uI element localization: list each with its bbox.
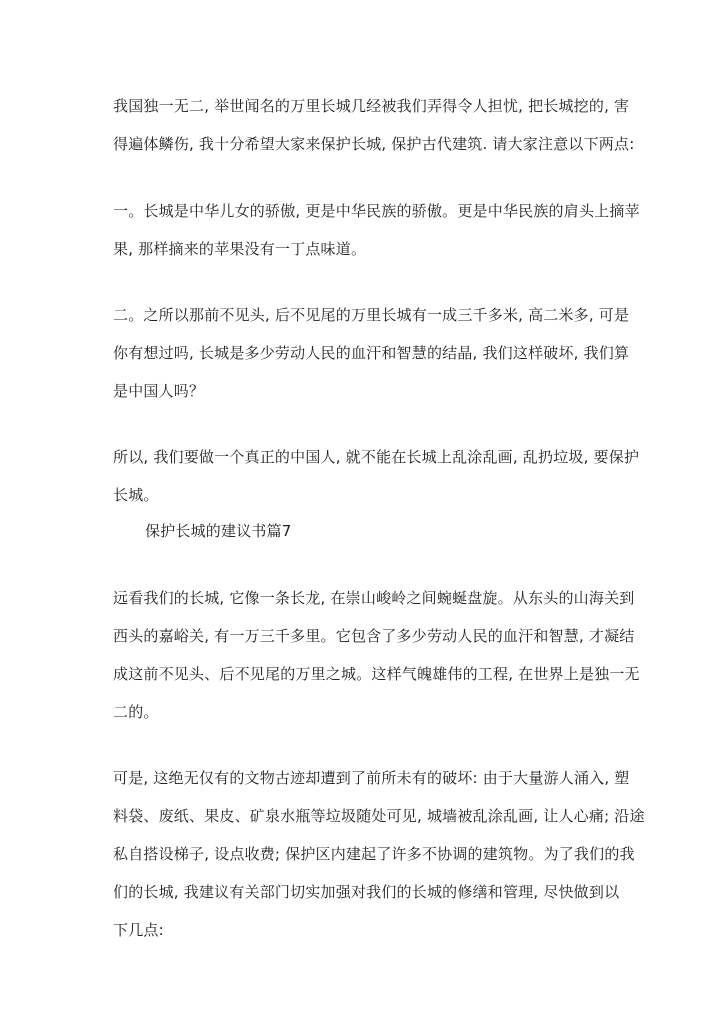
- section-paragraph-1-line-1: 远看我们的长城, 它像一条长龙, 在崇山峻岭之间蜿蜒盘旋。从东头的山海关到: [113, 589, 635, 607]
- section-paragraph-2-line-4: 们的长城, 我建议有关部门切实加强对我们的长城的修缮和管理, 尽快做到以: [113, 883, 620, 901]
- section-paragraph-2-line-2: 料袋、废纸、果皮、矿泉水瓶等垃圾随处可见, 城墙被乱涂乱画, 让人心痛; 沿途: [113, 807, 645, 825]
- section-paragraph-2-line-1: 可是, 这绝无仅有的文物古迹却遭到了前所未有的破坏: 由于大量游人涌入, 塑: [113, 769, 630, 787]
- paragraph-3-line-2: 你有想过吗, 长城是多少劳动人民的血汗和智慧的结晶, 我们这样破坏, 我们算: [113, 344, 630, 362]
- section-paragraph-2-line-3: 私自搭设梯子, 设点收费; 保护区内建起了许多不协调的建筑物。为了我们的我: [113, 845, 635, 863]
- paragraph-1-line-1: 我国独一无二, 举世闻名的万里长城几经被我们弄得令人担忧, 把长城挖的, 害: [113, 97, 630, 115]
- paragraph-4-line-2: 长城。: [113, 486, 159, 504]
- section-paragraph-1-line-3: 成这前不见头、后不见尾的万里之城。这样气魄雄伟的工程, 在世界上是独一无: [113, 665, 640, 683]
- section-paragraph-1-line-4: 二的。: [113, 703, 159, 721]
- section-paragraph-2-line-5: 下几点:: [113, 921, 164, 939]
- section-heading: 保护长城的建议书篇7: [145, 522, 292, 540]
- section-paragraph-1-line-2: 西头的嘉峪关, 有一万三千多里。它包含了多少劳动人民的血汗和智慧, 才凝结: [113, 627, 635, 645]
- paragraph-1-line-2: 得遍体鳞伤, 我十分希望大家来保护长城, 保护古代建筑. 请大家注意以下两点:: [113, 135, 635, 153]
- paragraph-2-line-2: 果, 那样摘来的苹果没有一丁点味道。: [113, 240, 367, 258]
- paragraph-3-line-1: 二。之所以那前不见头, 后不见尾的万里长城有一成三千多米, 高二米多, 可是: [113, 306, 630, 324]
- paragraph-4-line-1: 所以, 我们要做一个真正的中国人, 就不能在长城上乱涂乱画, 乱扔垃圾, 要保护: [113, 448, 640, 466]
- paragraph-3-line-3: 是中国人吗？: [113, 382, 205, 400]
- paragraph-2-line-1: 一。长城是中华儿女的骄傲, 更是中华民族的骄傲。更是中华民族的肩头上摘苹: [113, 202, 640, 220]
